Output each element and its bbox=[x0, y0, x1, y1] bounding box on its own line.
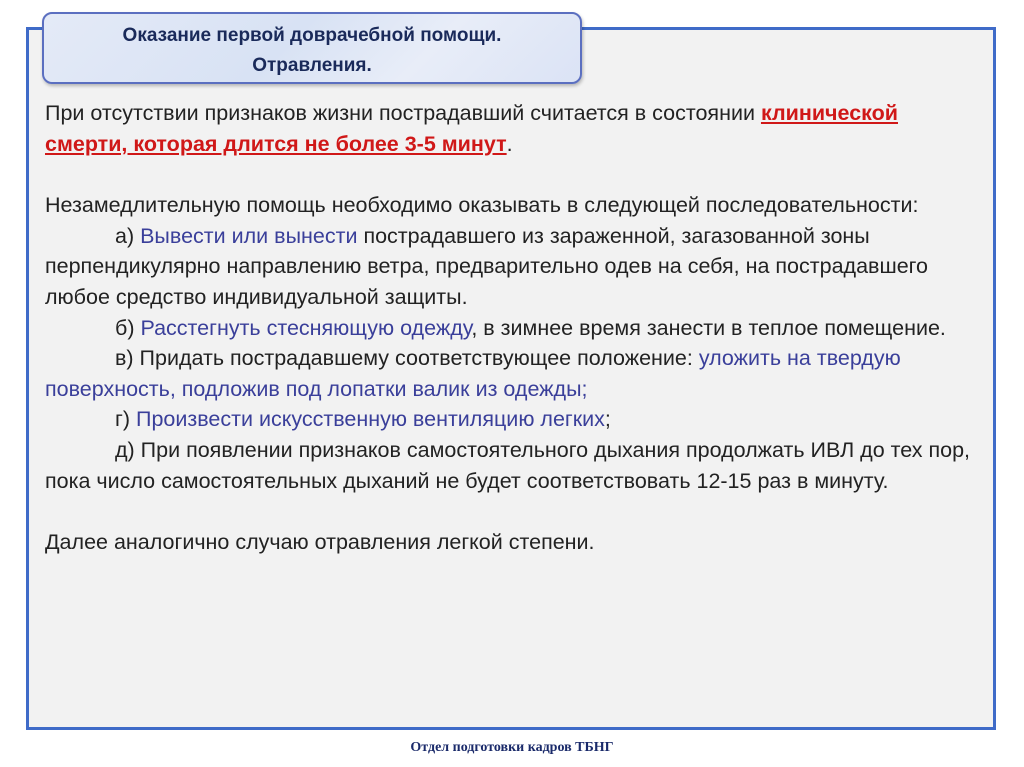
footer-department: Отдел подготовки кадров ТБНГ bbox=[410, 740, 614, 755]
step-e: д) При появлении признаков самостоятельного дыхания продолжать ИВЛ до тех пор, пока число самостоятельных дыханий не будет соответствовать 12-15 раз в минуту. bbox=[45, 437, 971, 493]
clinical-death-highlight: клинической смерти, которая длится не более 3-5 минут bbox=[45, 101, 898, 156]
step-b: б) Расстегнуть стесняющую одежду, в зимнее время занести в теплое помещение. bbox=[115, 315, 946, 340]
slide-title bbox=[42, 12, 582, 84]
step-a-highlight: Вывести или вынести bbox=[140, 223, 358, 248]
title-line-2: Отравления. bbox=[252, 55, 372, 76]
step-c: в) Придать пострадавшему соответствующее положение: уложить на твердую поверхность, подложив под лопатки валик из одежды; bbox=[45, 346, 901, 401]
step-d: г) Произвести искусственную вентиляцию легких; bbox=[115, 407, 611, 432]
step-c-highlight: уложить на твердую поверхность, подложив под лопатки валик из одежды; bbox=[45, 346, 901, 401]
slide-body bbox=[45, 98, 975, 558]
paragraph-clinical-death: При отсутствии признаков жизни пострадавший считается в состоянии клинической смерти, которая длится не более 3-5 минут. bbox=[45, 101, 898, 156]
step-b-highlight: Расстегнуть стесняющую одежду bbox=[140, 315, 472, 340]
step-d-highlight: Произвести искусственную вентиляцию легких bbox=[135, 407, 605, 432]
step-a: а) Вывести или вынести пострадавшего из зараженной, загазованной зоны перпендикулярно направлению ветра, предварительно одев на себя, на пострадавшего любое средство индивидуальной защиты. bbox=[45, 223, 928, 309]
paragraph-sequence-intro: Незамедлительную помощь необходимо оказывать в следующей последовательности: bbox=[45, 193, 919, 218]
paragraph-final: Далее аналогично случаю отравления легкой степени. bbox=[45, 530, 595, 555]
title-line-1: Оказание первой доврачебной помощи. bbox=[122, 25, 502, 46]
